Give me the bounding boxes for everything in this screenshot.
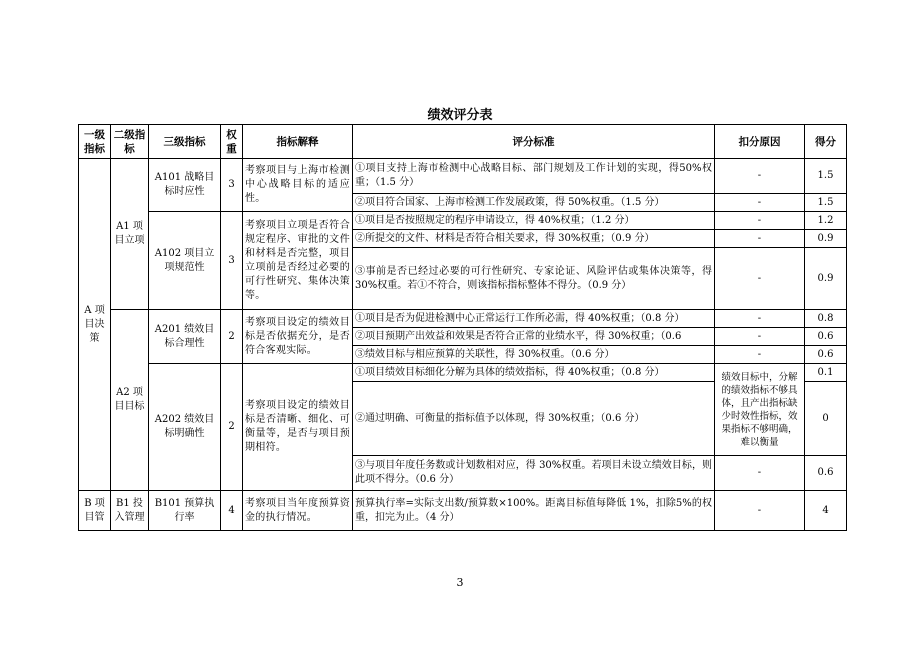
explain-cell-a201: 考察项目设定的绩效目标是否依据充分，是否符合客观实际。 — [243, 310, 353, 364]
header-explain: 指标解释 — [243, 125, 353, 159]
reason-cell: - — [715, 159, 805, 194]
criteria-cell: ②项目预期产出效益和效果是否符合正常的业绩水平，得 30%权重；（0.6 — [353, 328, 715, 346]
criteria-cell: ②项目符合国家、上海市检测工作发展政策，得 50%权重。（1.5 分） — [353, 194, 715, 212]
header-reason: 扣分原因 — [715, 125, 805, 159]
score-cell: 0.1 — [805, 364, 847, 382]
table-row — [79, 310, 847, 328]
weight-cell-a102: 3 — [221, 212, 243, 310]
performance-score-table — [78, 124, 847, 531]
score-cell: 0.9 — [805, 248, 847, 310]
score-cell: 1.5 — [805, 194, 847, 212]
score-cell: 0.6 — [805, 456, 847, 491]
level3-cell-a102: A102 项目立项规范性 — [149, 212, 221, 310]
criteria-cell: ②通过明确、可衡量的指标值予以体现，得 30%权重；（0.6 分） — [353, 382, 715, 456]
table-row — [79, 491, 847, 531]
reason-cell: - — [715, 491, 805, 531]
reason-cell-a202: 绩效目标中，分解的绩效指标不够具体，且产出指标缺少时效性指标，效果指标不够明确，难以衡量 — [715, 364, 805, 456]
level3-cell-a101: A101 战略目标时应性 — [149, 159, 221, 212]
table-row — [79, 159, 847, 194]
reason-cell: - — [715, 456, 805, 491]
explain-cell-a102: 考察项目立项是否符合规定程序、审批的文件和材料是否完整，项目立项前是否经过必要的可行性研究、集体决策等。 — [243, 212, 353, 310]
page-number: 3 — [456, 576, 464, 589]
score-cell: 0.8 — [805, 310, 847, 328]
weight-cell-a201: 2 — [221, 310, 243, 364]
header-weight: 权重 — [221, 125, 243, 159]
score-cell: 4 — [805, 491, 847, 531]
weight-cell-a101: 3 — [221, 159, 243, 212]
reason-cell: - — [715, 248, 805, 310]
header-criteria: 评分标准 — [353, 125, 715, 159]
score-cell: 0.6 — [805, 346, 847, 364]
level2-cell-b1: B1 投入管理 — [111, 491, 149, 531]
score-cell: 0 — [805, 382, 847, 456]
reason-cell: - — [715, 230, 805, 248]
header-level2: 二级指标 — [111, 125, 149, 159]
level2-cell-a2: A2 项目目标 — [111, 310, 149, 491]
criteria-cell: ③与项目年度任务数或计划数相对应，得 30%权重。若项目未设立绩效目标，则此项不得分。（0.6 分） — [353, 456, 715, 491]
level3-cell-a201: A201 绩效目标合理性 — [149, 310, 221, 364]
criteria-cell: ③绩效目标与相应预算的关联性，得 30%权重。（0.6 分） — [353, 346, 715, 364]
weight-cell-a202: 2 — [221, 364, 243, 491]
page-title: 绩效评分表 — [427, 108, 493, 123]
weight-cell-b101: 4 — [221, 491, 243, 531]
criteria-cell: ①项目绩效目标细化分解为具体的绩效指标，得 40%权重；（0.8 分） — [353, 364, 715, 382]
reason-cell: - — [715, 194, 805, 212]
header-score: 得分 — [805, 125, 847, 159]
explain-cell-a101: 考察项目与上海市检测中心战略目标的适应性。 — [243, 159, 353, 212]
table-row — [79, 364, 847, 382]
reason-cell: - — [715, 328, 805, 346]
level3-cell-a202: A202 绩效目标明确性 — [149, 364, 221, 491]
criteria-cell: ③事前是否已经过必要的可行性研究、专家论证、风险评估或集体决策等，得 30%权重。若①不符合，则该指标指标整体不得分。（0.9 分） — [353, 248, 715, 310]
criteria-cell: ①项目支持上海市检测中心战略目标、部门规划及工作计划的实现，得50%权重；（1.5 分） — [353, 159, 715, 194]
explain-cell-a202: 考察项目设定的绩效目标是否清晰、细化、可衡量等，是否与项目预期相符。 — [243, 364, 353, 491]
criteria-cell: ②所提交的文件、材料是否符合相关要求，得 30%权重；（0.9 分） — [353, 230, 715, 248]
criteria-cell: 预算执行率=实际支出数/预算数×100%。距离目标值每降低 1%，扣除5%的权重，扣完为止。（4 分） — [353, 491, 715, 531]
table-row — [79, 212, 847, 230]
level1-cell-b: B 项目管 — [79, 491, 111, 531]
level2-cell-a1: A1 项目立项 — [111, 159, 149, 310]
reason-cell: - — [715, 310, 805, 328]
level3-cell-b101: B101 预算执行率 — [149, 491, 221, 531]
level1-cell-a: A 项目决策 — [79, 159, 111, 491]
score-cell: 1.2 — [805, 212, 847, 230]
reason-cell: - — [715, 212, 805, 230]
score-cell: 0.6 — [805, 328, 847, 346]
table-header-row — [79, 125, 847, 159]
header-level1: 一级指标 — [79, 125, 111, 159]
header-level3: 三级指标 — [149, 125, 221, 159]
criteria-cell: ①项目是否为促进检测中心正常运行工作所必需，得 40%权重；（0.8 分） — [353, 310, 715, 328]
reason-cell: - — [715, 346, 805, 364]
explain-cell-b101: 考察项目当年度预算资金的执行情况。 — [243, 491, 353, 531]
criteria-cell: ①项目是否按照规定的程序申请设立，得 40%权重；（1.2 分） — [353, 212, 715, 230]
score-cell: 1.5 — [805, 159, 847, 194]
score-cell: 0.9 — [805, 230, 847, 248]
